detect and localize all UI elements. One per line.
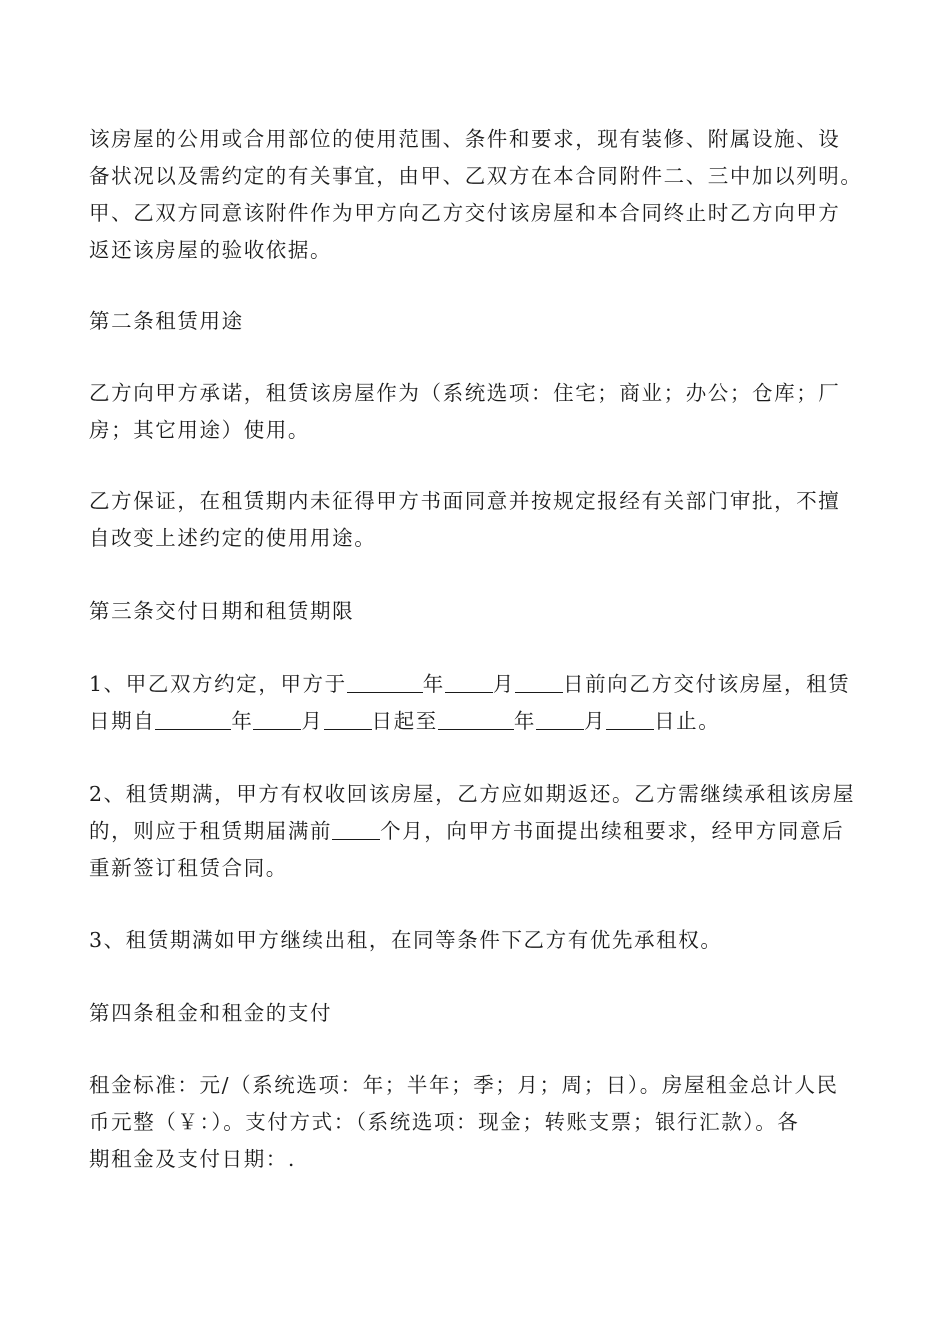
text-line: 该房屋的公用或合用部位的使用范围、条件和要求，现有装修、附属设施、设 [89, 127, 841, 151]
article-3-heading [89, 593, 871, 630]
paragraph-article-3-item-2 [89, 776, 871, 887]
paragraph-article-4-rent [89, 1067, 871, 1178]
text-segment: 的，则应于租赁期届满前 [89, 819, 333, 843]
text-line [89, 666, 871, 703]
text-segment: 月 [583, 709, 607, 733]
text-line: 租金标准：元/（系统选项：年；半年；季；月；周；日）。房屋租金总计人民 [89, 1073, 839, 1097]
text-segment: 年 [513, 709, 536, 733]
text-segment: 日期自 [89, 709, 156, 733]
text-line: 2、租赁期满，甲方有权收回该房屋，乙方应如期返还。乙方需继续承租该房屋 [89, 782, 856, 806]
paragraph-article-2-use [89, 375, 871, 449]
text-line: 自改变上述约定的使用用途。 [89, 526, 377, 550]
text-line: 备状况以及需约定的有关事宜，由甲、乙双方在本合同附件二、三中加以列明。 [89, 164, 863, 188]
paragraph-article-2-guarantee [89, 483, 871, 557]
text-segment: 个月，向甲方书面提出续租要求，经甲方同意后 [380, 819, 845, 843]
text-line: 乙方向甲方承诺，租赁该房屋作为（系统选项：住宅；商业；办公；仓库；厂 [89, 381, 841, 405]
text-line: 期租金及支付日期：. [89, 1147, 297, 1171]
text-line: 甲、乙双方同意该附件作为甲方向乙方交付该房屋和本合同终止时乙方向甲方 [89, 201, 841, 225]
text-segment: 月 [492, 672, 515, 696]
text-segment: 年 [422, 672, 445, 696]
section-heading: 第四条租金和租金的支付 [89, 1001, 333, 1025]
blank-end-day-field[interactable] [606, 707, 654, 730]
blank-end-month-field[interactable] [536, 707, 584, 730]
section-heading: 第二条租赁用途 [89, 309, 244, 333]
text-line: 3、租赁期满如甲方继续出租，在同等条件下乙方有优先承租权。 [89, 928, 723, 952]
section-heading: 第三条交付日期和租赁期限 [89, 599, 355, 623]
text-line: 房；其它用途）使用。 [89, 418, 310, 442]
article-4-heading [89, 995, 871, 1032]
blank-month-field[interactable] [445, 670, 493, 693]
text-segment: 1、甲乙双方约定，甲方于 [89, 672, 347, 696]
text-segment: 月 [301, 709, 324, 733]
text-segment: 年 [231, 709, 254, 733]
blank-start-year-field[interactable] [155, 707, 231, 730]
text-line: 币元整（￥：）。支付方式：（系统选项：现金；转账支票；银行汇款）。各 [89, 1110, 800, 1134]
blank-start-day-field[interactable] [324, 707, 372, 730]
blank-end-year-field[interactable] [438, 707, 514, 730]
text-line: 乙方保证，在租赁期内未征得甲方书面同意并按规定报经有关部门审批，不擅 [89, 489, 841, 513]
blank-months-field[interactable] [332, 817, 380, 840]
text-line [89, 703, 871, 740]
article-2-heading [89, 303, 871, 340]
text-line [89, 813, 871, 850]
blank-day-field[interactable] [515, 670, 563, 693]
blank-year-field[interactable] [347, 670, 423, 693]
blank-start-month-field[interactable] [253, 707, 301, 730]
text-line: 返还该房屋的验收依据。 [89, 238, 333, 262]
text-segment: 日止。 [654, 709, 721, 733]
text-segment: 日起至 [371, 709, 438, 733]
paragraph-article-3-item-3 [89, 922, 871, 959]
text-segment: 日前向乙方交付该房屋，租赁 [562, 672, 851, 696]
paragraph-article-3-item-1 [89, 666, 871, 740]
paragraph-common-parts [89, 121, 871, 269]
text-line: 重新签订租赁合同。 [89, 856, 288, 880]
